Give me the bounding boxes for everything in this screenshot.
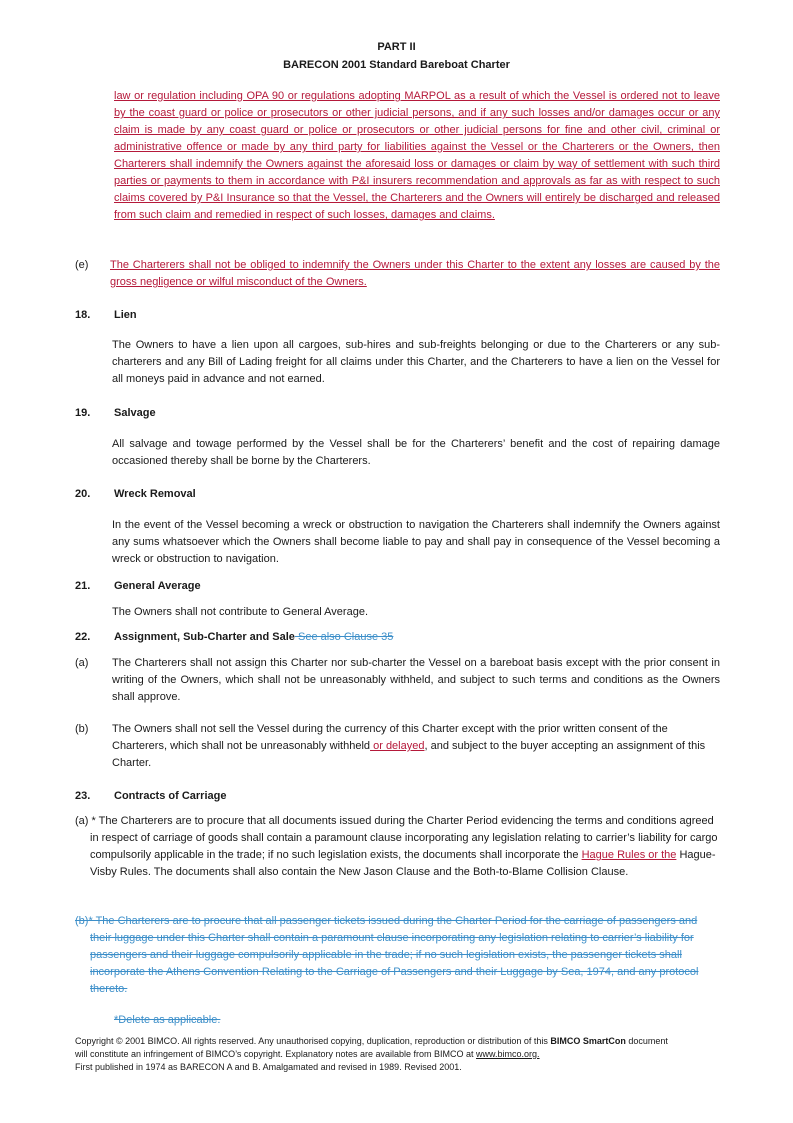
clause-22a-label: (a) <box>75 657 89 669</box>
footer-line1-a: Copyright © 2001 BIMCO. All rights reserved. Any unauthorised copying, duplication, reproduction or distribution of this <box>75 1036 551 1046</box>
clause-22b-text-2: , and subject to the buyer accepting an assignment of this Charter. <box>112 740 706 769</box>
clause-22b-text <box>112 721 720 772</box>
clause-23-title: Contracts of Carriage <box>114 790 227 802</box>
clause-17e-text: The Charterers shall not be obliged to indemnify the Owners under this Charter to the extent any losses are caused by the gross negligence or wilful misconduct of the Owners. <box>110 259 720 288</box>
clause-19-text: All salvage and towage performed by the Vessel shall be for the Charterers’ benefit and the cost of repairing damage occasioned thereby shall be borne by the Charterers. <box>112 438 720 467</box>
clause-18-number: 18. <box>75 309 91 321</box>
clause-22b-label: (b) <box>75 723 89 735</box>
clause-23-number: 23. <box>75 790 91 802</box>
clause-22-title-text: Assignment, Sub-Charter and Sale <box>114 631 295 643</box>
clause-19-number: 19. <box>75 407 91 419</box>
clause-22-title-deleted: See also Clause 35 <box>294 631 394 643</box>
clause-19-title: Salvage <box>114 407 156 419</box>
clause-23b-deleted: (b)* The Charterers are to procure that all passenger tickets issued during the Charter Period for the carriage of passengers and their luggage under this Charter shall contain a paramount clause incorporating any legislation relating to carrier’s liability for passengers and their luggage compulsorily applicable in the trade; if no such legislation exists, the passenger tickets shall incorporate the Athens Convention Relating to the Carriage of Passengers and their Luggage by Sea, 1974, and any protocol thereto. <box>75 915 699 995</box>
clause-23a-inserted: Hague Rules or the <box>581 849 677 861</box>
clause-23a-text-2: Hague-Visby Rules. The documents shall also contain the New Jason Clause and the Both-to-Blame Collision Clause. <box>90 849 716 878</box>
clause-18-title: Lien <box>114 309 137 321</box>
footer-smartcon: BIMCO SmartCon <box>550 1036 626 1046</box>
clause-23a <box>75 813 720 881</box>
clause-21-title: General Average <box>114 580 201 592</box>
clause-21-number: 21. <box>75 580 91 592</box>
clause-20-number: 20. <box>75 488 91 500</box>
clause-22a-text: The Charterers shall not assign this Charter nor sub-charter the Vessel on a bareboat basis except with the prior consent in writing of the Owners, which shall not be unreasonably withheld, and subject to such terms and conditions as the Owners shall approve. <box>112 657 720 703</box>
document-title: BARECON 2001 Standard Bareboat Charter <box>283 59 510 71</box>
footer-publication-line: First published in 1974 as BARECON A and B. Amalgamated and revised in 1989. Revised 2001. <box>75 1062 462 1072</box>
delete-as-applicable-note: *Delete as applicable. <box>114 1014 221 1026</box>
clause-22-title <box>114 629 393 646</box>
clause-17-continuation: law or regulation including OPA 90 or regulations adopting MARPOL as a result of which the Vessel is ordered not to leave by the coast guard or police or prosecutors or other judicial persons, and if any such losses and/or damages occur or any claim is made by any coast guard or police or prosecutors or other judicial persons for fine and other civil, criminal or administrative offence or made by any third party for liabilities against the Vessel or the Charterers or the Owners, then Charterers shall indemnify the Owners against the aforesaid loss or damages or claim by way of settlement with such third parties or payments to them in accordance with P&I insurers recommendation and approvals as far as with respect to such claims covered by P&I Insurance so that the Vessel, the Charterers and the Owners will entirely be discharged and released from such claim and remedied in respect of such losses, damages and claims. <box>114 90 720 221</box>
footer-infringement-line <box>75 1048 735 1061</box>
clause-20-title: Wreck Removal <box>114 488 196 500</box>
clause-22-number: 22. <box>75 631 91 643</box>
clause-21-text: The Owners shall not contribute to General Average. <box>112 606 368 618</box>
clause-22b-inserted: or delayed <box>370 740 425 752</box>
footer-line2-a: will constitute an infringement of BIMCO’s copyright. Explanatory notes are available from BIMCO at <box>75 1049 477 1059</box>
clause-23a-text-1: The Charterers are to procure that all documents issued during the Charter Period evidencing the terms and conditions agreed in respect of carriage of goods shall contain a paramount clause incorporating any legislation relating to carrier’s liability for cargo compulsorily applicable in the trade; if no such legislation exists, the documents shall incorporate the <box>90 815 718 861</box>
footer-line1-b: document <box>625 1036 668 1046</box>
clause-18-text: The Owners to have a lien upon all cargoes, sub-hires and sub-freights belonging or due to the Charterers or any sub-charterers and any Bill of Lading freight for all claims under this Charter, and the Charterers to have a lien on the Vessel for all moneys paid in advance and not earned. <box>112 339 720 385</box>
clause-20-text: In the event of the Vessel becoming a wreck or obstruction to navigation the Charterers shall indemnify the Owners against any sums whatsoever which the Owners shall become liable to pay and shall pay in consequence of the Vessel becoming a wreck or obstruction to navigation. <box>112 519 720 565</box>
clause-22b-text-1: The Owners shall not sell the Vessel during the currency of this Charter except with the prior written consent of the Charterers, which shall not be unreasonably withheld <box>112 723 668 752</box>
clause-23a-label: (a) * <box>75 815 99 827</box>
part-heading: PART II <box>377 41 416 53</box>
clause-17e-label: (e) <box>75 259 89 271</box>
footer-bimco-link[interactable]: www.bimco.org. <box>476 1049 540 1059</box>
footer-copyright-line <box>75 1035 735 1048</box>
